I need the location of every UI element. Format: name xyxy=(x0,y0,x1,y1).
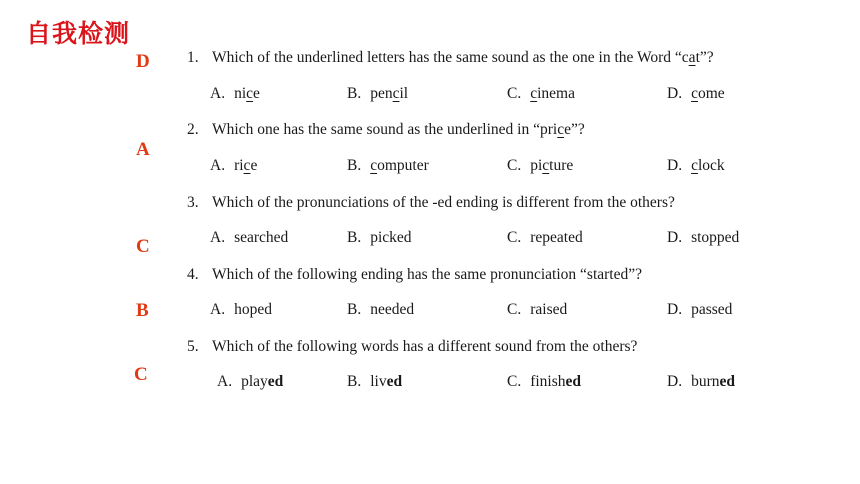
answer-5: C xyxy=(134,364,148,385)
option-text: liv xyxy=(370,373,387,390)
option-text: needed xyxy=(370,301,415,318)
option-d xyxy=(667,85,725,103)
option-text: ture xyxy=(549,157,574,174)
option-letter: A. xyxy=(210,229,226,246)
option-letter: D. xyxy=(667,229,683,246)
question-text: Which of the pronunciations of the -ed ending is different from the others? xyxy=(212,194,675,211)
option-text: searched xyxy=(234,229,289,246)
option-text: c xyxy=(691,85,698,102)
option-letter: D. xyxy=(667,157,683,174)
option-text: c xyxy=(243,157,251,174)
option-text: hoped xyxy=(234,301,272,318)
option-text: c xyxy=(530,85,538,102)
option-a xyxy=(210,157,257,175)
option-b xyxy=(347,301,414,319)
option-b xyxy=(347,373,402,391)
option-letter: D. xyxy=(667,373,683,390)
option-letter: A. xyxy=(210,301,226,318)
option-c xyxy=(507,373,581,391)
options-row xyxy=(0,373,860,395)
option-text: c xyxy=(370,157,378,174)
question-4 xyxy=(187,266,642,284)
option-text: ed xyxy=(719,373,735,390)
options-row xyxy=(0,301,860,323)
question-number: 3. xyxy=(187,194,199,211)
question-number: 4. xyxy=(187,266,199,283)
option-text: e xyxy=(253,85,260,102)
option-text: omputer xyxy=(377,157,429,174)
option-letter: D. xyxy=(667,301,683,318)
option-letter: A. xyxy=(217,373,233,390)
option-text: ed xyxy=(565,373,582,390)
option-text: ed xyxy=(267,373,284,390)
option-a xyxy=(210,229,288,247)
option-letter: C. xyxy=(507,157,522,174)
option-text: c xyxy=(392,85,400,102)
option-text: stopped xyxy=(691,229,740,246)
option-text: il xyxy=(399,85,409,102)
option-text: pi xyxy=(530,157,543,174)
option-a xyxy=(217,373,283,391)
options-row xyxy=(0,85,860,107)
options-row xyxy=(0,229,860,251)
option-letter: D. xyxy=(667,85,683,102)
answer-2: A xyxy=(136,139,150,160)
option-text: e xyxy=(250,157,258,174)
question-text: Which one has the same sound as the underlined in “pri xyxy=(212,121,558,138)
question-2 xyxy=(187,121,585,139)
option-letter: B. xyxy=(347,229,362,246)
option-text: repeated xyxy=(530,229,583,246)
option-b xyxy=(347,157,429,175)
question-5 xyxy=(187,338,637,356)
options-row xyxy=(0,157,860,179)
option-text: c xyxy=(691,157,698,174)
option-letter: B. xyxy=(347,157,362,174)
question-text: e”? xyxy=(564,121,585,138)
option-text: pen xyxy=(370,85,393,102)
option-text: passed xyxy=(691,301,733,318)
option-a xyxy=(210,85,260,103)
option-letter: C. xyxy=(507,373,522,390)
question-text: Which of the following words has a different sound from the others? xyxy=(212,338,638,355)
option-d xyxy=(667,157,725,175)
question-number: 1. xyxy=(187,49,199,66)
option-c xyxy=(507,229,583,247)
option-text: burn xyxy=(691,373,720,390)
option-text: ed xyxy=(386,373,403,390)
answer-4: B xyxy=(136,300,149,321)
option-letter: C. xyxy=(507,85,522,102)
option-text: ri xyxy=(234,157,244,174)
question-text: Which of the underlined letters has the same sound as the one in the Word “c xyxy=(212,49,689,66)
option-a xyxy=(210,301,272,319)
question-number: 5. xyxy=(187,338,199,355)
question-1 xyxy=(187,49,714,67)
option-c xyxy=(507,85,575,103)
option-text: ome xyxy=(697,85,725,102)
question-text: t”? xyxy=(695,49,714,66)
option-letter: B. xyxy=(347,85,362,102)
question-text: a xyxy=(688,49,696,66)
option-letter: A. xyxy=(210,157,226,174)
option-c xyxy=(507,301,567,319)
option-c xyxy=(507,157,573,175)
option-text: finish xyxy=(530,373,566,390)
option-letter: B. xyxy=(347,301,362,318)
option-letter: A. xyxy=(210,85,226,102)
question-text: c xyxy=(557,121,565,138)
option-letter: C. xyxy=(507,301,522,318)
option-text: c xyxy=(542,157,550,174)
page-title: 自我检测 xyxy=(26,19,131,48)
option-text: inema xyxy=(537,85,575,102)
answer-1: D xyxy=(136,51,150,72)
option-d xyxy=(667,301,732,319)
answer-3: C xyxy=(136,236,150,257)
option-text: play xyxy=(241,373,268,390)
question-number: 2. xyxy=(187,121,199,138)
option-text: lock xyxy=(697,157,725,174)
option-letter: B. xyxy=(347,373,362,390)
option-b xyxy=(347,229,412,247)
option-d xyxy=(667,229,739,247)
option-b xyxy=(347,85,408,103)
option-text: raised xyxy=(530,301,568,318)
option-text: picked xyxy=(370,229,412,246)
option-letter: C. xyxy=(507,229,522,246)
option-text: ni xyxy=(234,85,247,102)
question-text: Which of the following ending has the same pronunciation “started”? xyxy=(212,266,642,283)
option-d xyxy=(667,373,735,391)
option-text: c xyxy=(246,85,254,102)
question-3 xyxy=(187,194,675,212)
